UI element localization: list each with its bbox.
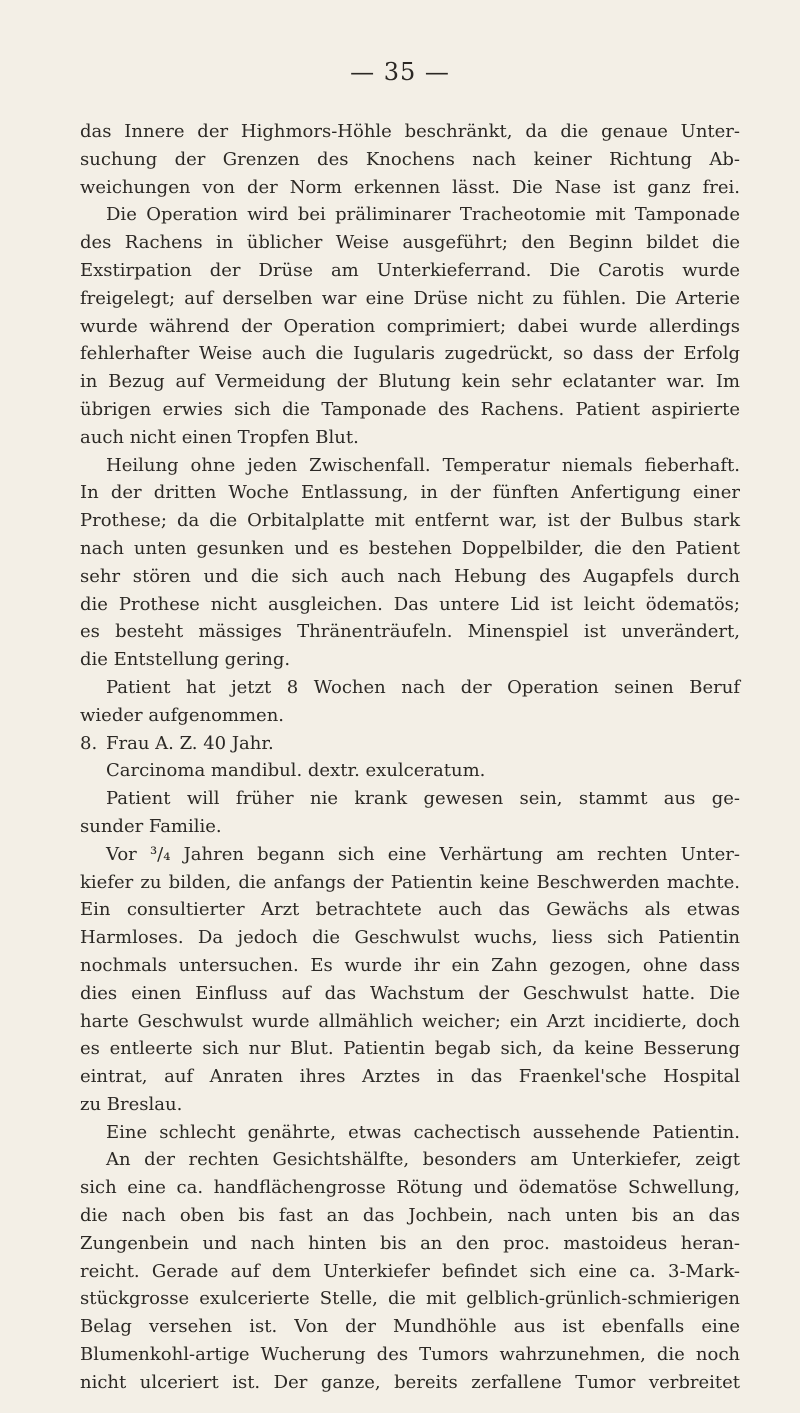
page-number: — 35 —	[350, 58, 450, 86]
text-line: freigelegt; auf derselben war eine Drüse nicht zu fühlen. Die Arterie	[80, 287, 740, 309]
text-line: übrigen erwies sich die Tamponade des Rachens. Patient aspirierte	[80, 398, 740, 420]
text-line: auch nicht einen Tropfen Blut.	[80, 426, 359, 448]
text-line: sehr stören und die sich auch nach Hebung des Augapfels durch	[80, 565, 740, 587]
text-line: Exstirpation der Drüse am Unterkieferrand. Die Carotis wurde	[80, 259, 740, 281]
text-line: Prothese; da die Orbitalplatte mit entfernt war, ist der Bulbus stark	[80, 510, 740, 532]
text-line: des Rachens in üblicher Weise ausgeführt; den Beginn bildet die	[80, 232, 740, 254]
text-line: Belag versehen ist. Von der Mundhöhle aus ist ebenfalls eine	[80, 1316, 740, 1338]
text-line: Patient hat jetzt 8 Wochen nach der Operation seinen Beruf	[106, 676, 740, 698]
text-line: weichungen von der Norm erkennen lässt. Die Nase ist ganz frei.	[80, 176, 740, 198]
text-line: die Entstellung gering.	[80, 649, 291, 671]
text-line: kiefer zu bilden, die anfangs der Patientin keine Beschwerden machte.	[80, 871, 740, 893]
text-line: die Prothese nicht ausgleichen. Das untere Lid ist leicht ödematös;	[80, 593, 740, 615]
text-line: dies einen Einfluss auf das Wachstum der Geschwulst hatte. Die	[80, 982, 740, 1004]
text-line: die nach oben bis fast an das Jochbein, nach unten bis an das	[80, 1205, 740, 1227]
text-line: in Bezug auf Vermeidung der Blutung kein sehr eclatanter war. Im	[80, 371, 740, 393]
text-line: stückgrosse exulcerierte Stelle, die mit gelblich-grünlich-schmierigen	[80, 1288, 740, 1310]
text-line: es besteht mässiges Thränenträufeln. Minenspiel ist unverändert,	[80, 621, 740, 643]
body-text	[80, 118, 740, 1397]
text-line: suchung der Grenzen des Knochens nach keiner Richtung Ab-	[80, 148, 740, 170]
text-line	[80, 730, 740, 758]
text-line: Heilung ohne jeden Zwischenfall. Temperatur niemals fieberhaft.	[106, 454, 740, 476]
text-line: das Innere der Highmors-Höhle beschränkt, da die genaue Unter-	[80, 121, 740, 142]
text-line: nicht ulceriert ist. Der ganze, bereits zerfallene Tumor verbreitet	[80, 1371, 740, 1393]
text-line: sich eine ca. handflächengrosse Rötung und ödematöse Schwellung,	[80, 1177, 740, 1199]
text-line: Die Operation wird bei präliminarer Tracheotomie mit Tamponade	[106, 204, 740, 226]
text-line: In der dritten Woche Entlassung, in der fünften Anfertigung einer	[80, 482, 740, 504]
text-line: nochmals untersuchen. Es wurde ihr ein Zahn gezogen, ohne dass	[80, 954, 740, 976]
text-line: sunder Familie.	[80, 815, 222, 837]
text-line: Carcinoma mandibul. dextr. exulceratum.	[106, 760, 486, 782]
text-line: wurde während der Operation comprimiert; dabei wurde allerdings	[80, 315, 740, 337]
text-line: reicht. Gerade auf dem Unterkiefer befindet sich eine ca. 3-Mark-	[80, 1260, 740, 1282]
text-line: harte Geschwulst wurde allmählich weicher; ein Arzt incidierte, doch	[80, 1010, 740, 1032]
text-line: zu Breslau.	[80, 1093, 183, 1115]
text-line: Eine schlecht genährte, etwas cachectisch aussehende Patientin.	[106, 1121, 740, 1143]
text-line: Blumenkohl-artige Wucherung des Tumors wahrzunehmen, die noch	[80, 1344, 740, 1366]
text-line: fehlerhafter Weise auch die Iugularis zugedrückt, so dass der Erfolg	[80, 343, 740, 365]
case-number: 8.	[80, 732, 98, 754]
text-line: An der rechten Gesichtshälfte, besonders am Unterkiefer, zeigt	[106, 1149, 740, 1171]
text-line: Patient will früher nie krank gewesen sein, stammt aus ge-	[106, 788, 740, 810]
text-line: es entleerte sich nur Blut. Patientin begab sich, da keine Besserung	[80, 1038, 740, 1060]
text-line-content: Frau A. Z. 40 Jahr.	[106, 732, 274, 754]
text-line: nach unten gesunken und es bestehen Doppelbilder, die den Patient	[80, 537, 740, 559]
text-line: Zungenbein und nach hinten bis an den proc. mastoideus heran-	[80, 1232, 740, 1254]
text-line: Harmloses. Da jedoch die Geschwulst wuchs, liess sich Patientin	[80, 927, 740, 949]
text-line: eintrat, auf Anraten ihres Arztes in das Fraenkel'sche Hospital	[80, 1066, 740, 1088]
text-line: Vor ³/₄ Jahren begann sich eine Verhärtung am rechten Unter-	[106, 843, 740, 865]
text-line: wieder aufgenommen.	[80, 704, 285, 726]
text-line: Ein consultierter Arzt betrachtete auch das Gewächs als etwas	[80, 899, 740, 921]
